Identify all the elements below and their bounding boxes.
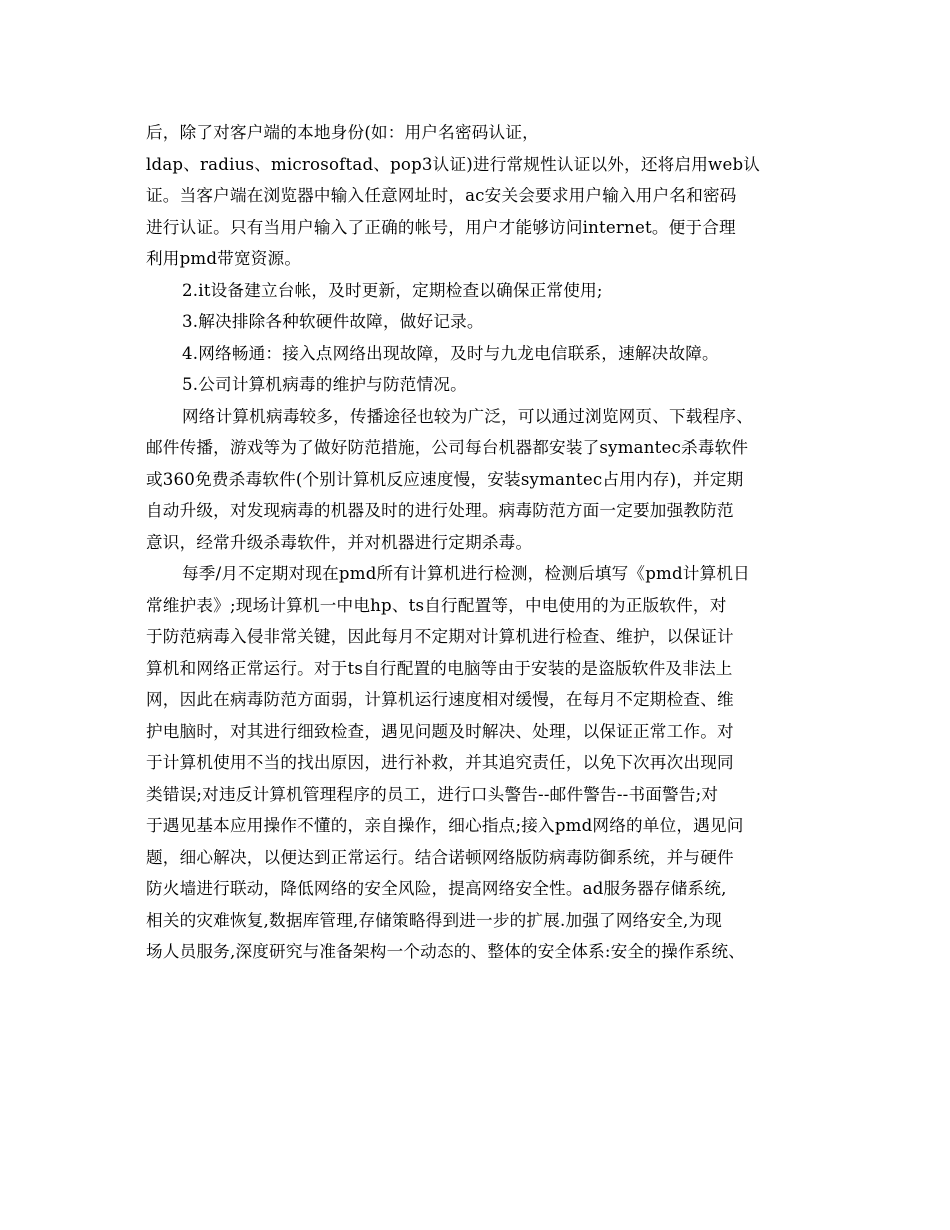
list-item-5: 5.公司计算机病毒的维护与防范情况。: [182, 375, 467, 394]
text-line: 意识，经常升级杀毒软件，并对机器进行定期杀毒。: [146, 532, 533, 552]
text-line: 邮件传播，游戏等为了做好防范措施，公司每台机器都安装了symantec杀毒软件: [146, 438, 749, 457]
text-line: ldap、radius、microsoftad、pop3认证)进行常规性认证以外，还将启用web认: [146, 154, 761, 174]
list-item-3: 3.解决排除各种软硬件故障，做好记录。: [182, 312, 484, 331]
text-line: 证。当客户端在浏览器中输入任意网址时，ac安关会要求用户输入用户名和密码: [146, 186, 737, 205]
text-line: 类错误;对违反计算机管理程序的员工，进行口头警告--邮件警告--书面警告;对: [146, 784, 719, 804]
text-line: 常维护表》;现场计算机一中电hp、ts自行配置等，中电使用的为正版软件，对: [146, 595, 727, 615]
text-line: 算机和网络正常运行。对于ts自行配置的电脑等由于安装的是盗版软件及非法上: [146, 658, 733, 678]
text-line: 进行认证。只有当用户输入了正确的帐号，用户才能够访问internet。便于合理: [146, 217, 736, 237]
paragraph-start: 网络计算机病毒较多，传播途径也较为广泛，可以通过浏览网页、下载程序、: [182, 406, 753, 426]
text-line: 于遇见基本应用操作不懂的，亲自操作，细心指点;接入pmd网络的单位，遇见问: [146, 816, 744, 835]
list-item-4: 4.网络畅通：接入点网络出现故障，及时与九龙电信联系，速解决故障。: [182, 343, 719, 363]
document-body: [146, 117, 826, 968]
text-line: 或360免费杀毒软件(个别计算机反应速度慢，安装symantec占用内存)，并定期: [146, 469, 744, 489]
text-line: 于防范病毒入侵非常关键，因此每月不定期对计算机进行检查、维护，以保证计: [146, 627, 734, 646]
list-item-2: 2.it设备建立台帐，及时更新，定期检查以确保正常使用;: [182, 280, 603, 300]
text-line: 场人员服务,深度研究与准备架构一个动态的、整体的安全体系:安全的操作系统、: [146, 942, 746, 961]
text-line: 题，细心解决，以便达到正常运行。结合诺顿网络版防病毒防御系统，并与硬件: [146, 847, 734, 867]
text-line: 防火墙进行联动，降低网络的安全风险，提高网络安全性。ad服务器存储系统,: [146, 879, 727, 898]
text-line: 于计算机使用不当的找出原因，进行补救，并其追究责任，以免下次再次出现同: [146, 753, 734, 772]
text-line: 后，除了对客户端的本地身份(如：用户名密码认证，: [146, 123, 539, 142]
paragraph-start: 每季/月不定期对现在pmd所有计算机进行检测，检测后填写《pmd计算机日: [182, 564, 750, 583]
text-line: 网，因此在病毒防范方面弱，计算机运行速度相对缓慢，在每月不定期检查、维: [146, 690, 734, 709]
text-line: 护电脑时，对其进行细致检查，遇见问题及时解决、处理，以保证正常工作。对: [146, 721, 734, 741]
text-line: 相关的灾难恢复,数据库管理,存储策略得到进一步的扩展.加强了网络安全,为现: [146, 910, 723, 930]
text-line: 自动升级，对发现病毒的机器及时的进行处理。病毒防范方面一定要加强教防范: [146, 501, 734, 520]
text-line: 利用pmd带宽资源。: [146, 249, 302, 268]
